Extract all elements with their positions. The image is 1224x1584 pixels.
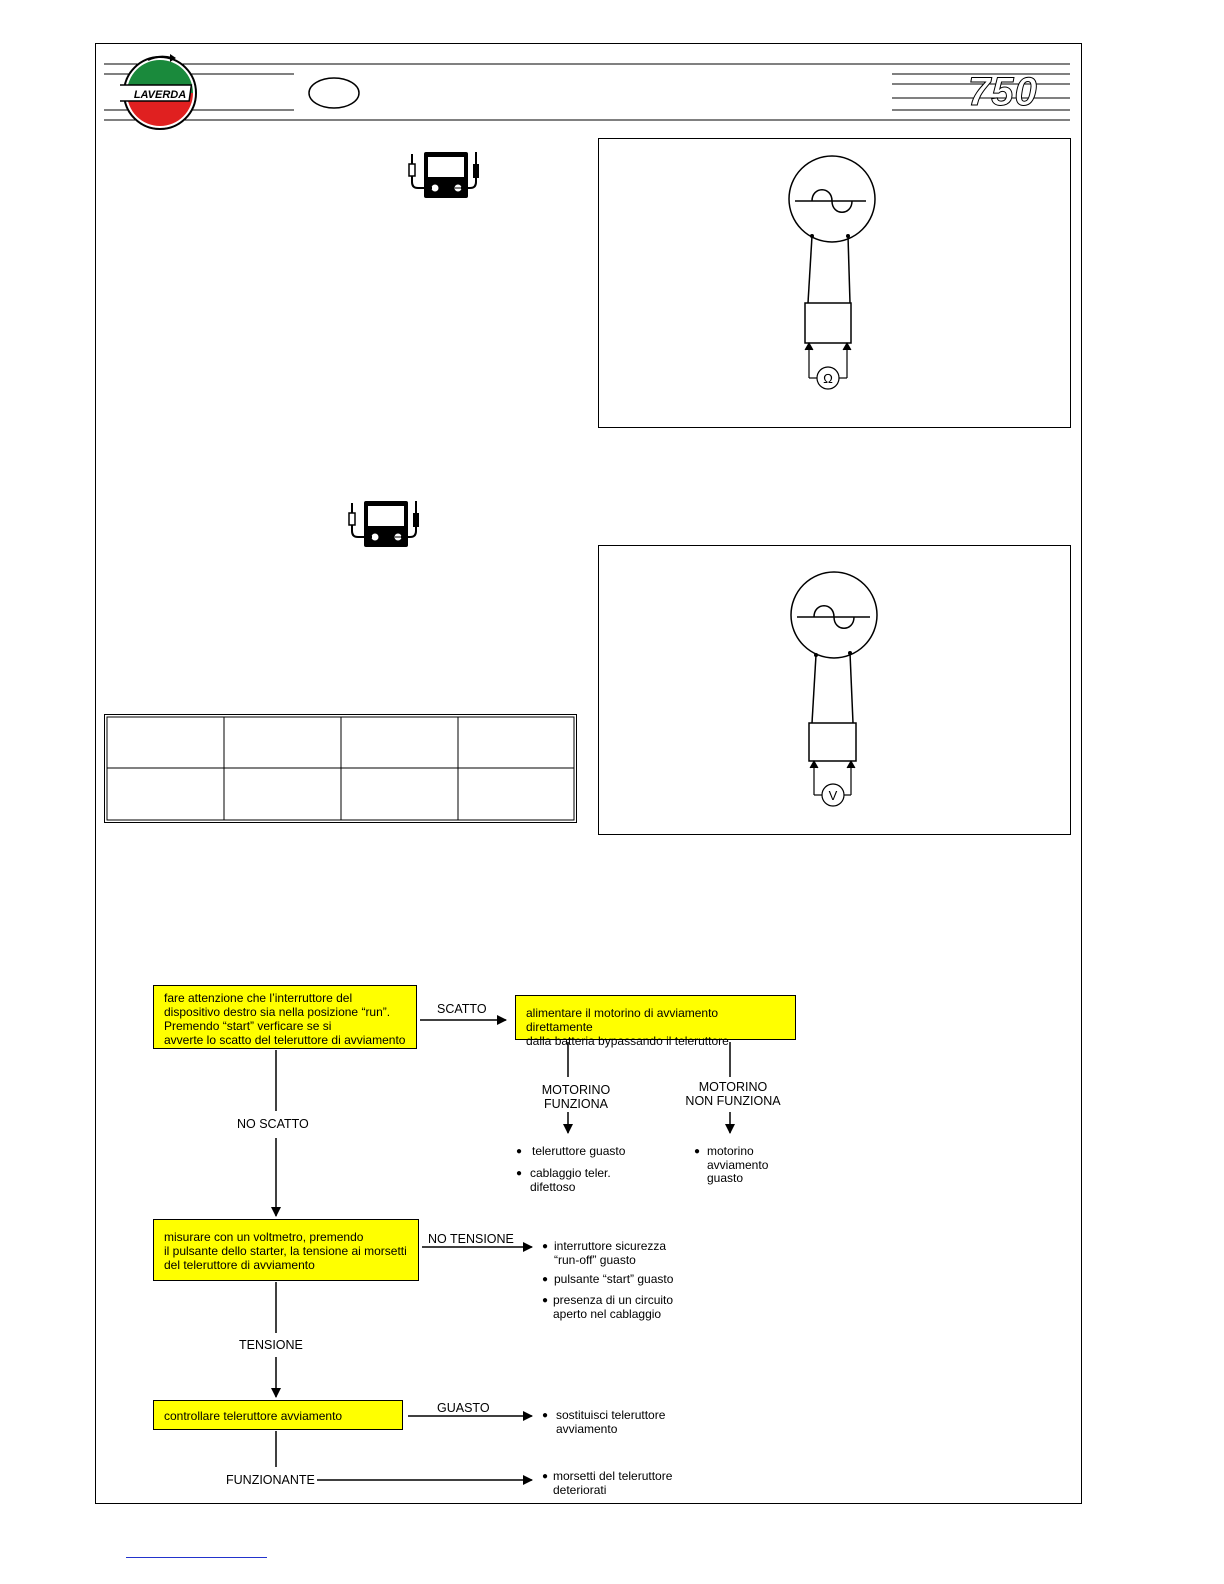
bullet-line: aperto nel cablaggio <box>553 1306 662 1321</box>
bullet-line: ● pulsante “start” guasto <box>554 1272 674 1286</box>
model-number: 750 <box>968 70 1038 114</box>
bullet-line: ● presenza di un circuito <box>553 1293 674 1307</box>
bullet-line: ● cablaggio teler. <box>530 1166 611 1180</box>
bullet-line: avviamento <box>707 1157 769 1172</box>
label-tensione: TENSIONE <box>239 1338 303 1352</box>
bullet-item <box>542 1470 672 1497</box>
label-line: FUNZIONA <box>544 1097 608 1111</box>
bullet-line: guasto <box>707 1171 744 1185</box>
bullet-line: ● morsetti del teleruttore <box>553 1469 673 1483</box>
bullet-item <box>542 1273 673 1287</box>
box-line: del teleruttore di avviamento <box>164 1258 315 1272</box>
voltmeter-check-box <box>153 1219 419 1281</box>
label-motorino-funziona <box>526 1083 626 1111</box>
bullet-item <box>694 1145 768 1186</box>
bullet-item <box>542 1294 673 1321</box>
bullet-line: ● teleruttore guasto <box>532 1144 626 1158</box>
bullet-line: deteriorati <box>553 1482 607 1497</box>
volt-symbol: V <box>828 788 838 803</box>
bullet-line: ● interruttore sicurezza <box>554 1239 667 1253</box>
bullet-item <box>516 1145 625 1159</box>
box-line: controllare teleruttore avviamento <box>164 1409 343 1423</box>
bullet-line: difettoso <box>530 1179 576 1194</box>
bullet-item <box>542 1409 665 1436</box>
box-line: il pulsante dello starter, la tensione ai morsetti <box>164 1244 407 1258</box>
label-no-scatto: NO SCATTO <box>237 1117 309 1131</box>
bullet-line: ● sostituisci teleruttore <box>556 1408 666 1422</box>
label-guasto: GUASTO <box>437 1401 490 1415</box>
check-run-switch-box <box>153 985 417 1049</box>
label-line: NON FUNZIONA <box>685 1094 781 1108</box>
logo-text: LAVERDA <box>133 89 187 101</box>
bullet-item <box>542 1240 666 1267</box>
box-line: avverte lo scatto del teleruttore di avviamento <box>164 1033 406 1047</box>
label-motorino-non-funziona <box>673 1080 793 1108</box>
label-no-tensione: NO TENSIONE <box>428 1232 514 1246</box>
label-funzionante: FUNZIONANTE <box>226 1473 315 1487</box>
ohm-symbol: Ω <box>823 371 833 386</box>
bullet-line: “run-off” guasto <box>554 1252 636 1267</box>
box-line: Premendo “start” verficare se si <box>164 1019 332 1033</box>
footer-link-underline[interactable] <box>126 1557 267 1558</box>
label-line: MOTORINO <box>541 1083 611 1097</box>
box-line: dalla batteria bypassando il teleruttore <box>526 1034 729 1048</box>
label-scatto: SCATTO <box>437 1002 487 1016</box>
box-line: fare attenzione che l’interruttore del <box>164 991 353 1005</box>
box-line: dispositivo destro sia nella posizione “run”. <box>164 1005 391 1019</box>
bullet-item <box>516 1167 611 1194</box>
box-line: alimentare il motorino di avviamento direttamente <box>526 1006 719 1034</box>
label-line: MOTORINO <box>698 1080 768 1094</box>
bullet-line: avviamento <box>556 1421 618 1436</box>
bypass-relay-box <box>515 995 796 1048</box>
bullet-line: ● motorino <box>707 1144 754 1158</box>
check-relay-box <box>153 1400 403 1430</box>
box-line: misurare con un voltmetro, premendo <box>164 1230 364 1244</box>
